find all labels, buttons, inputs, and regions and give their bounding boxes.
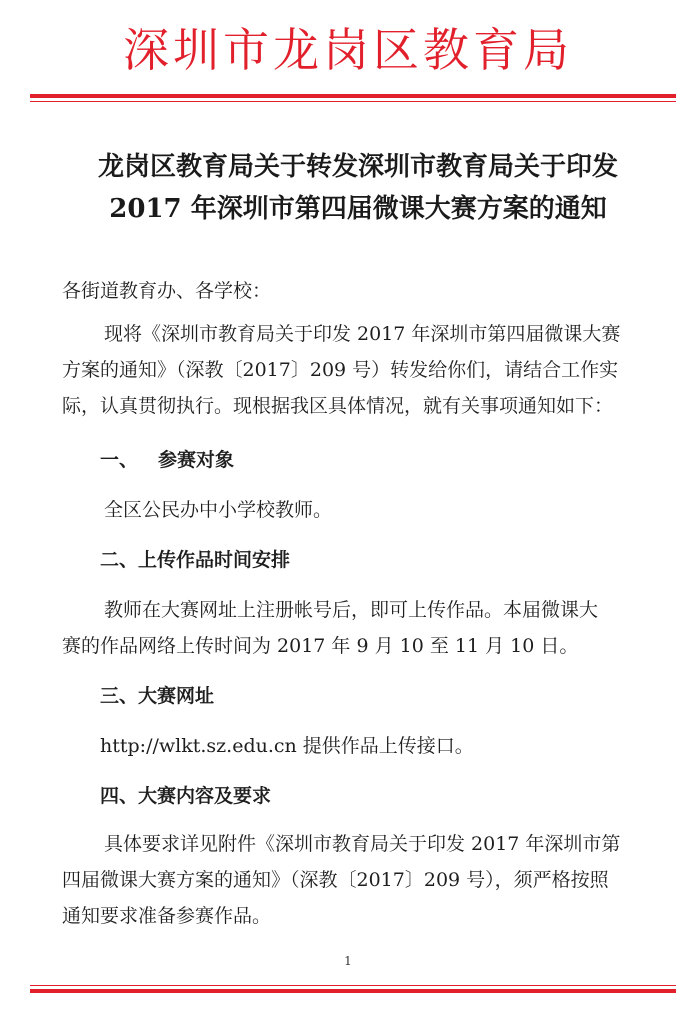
section-title-2: 上传作品时间安排 — [138, 549, 291, 571]
section-2-line-1: 教师在大赛网址上注册帐号后，即可上传作品。本届微课大 — [104, 599, 599, 621]
section-4-line-3: 通知要求准备参赛作品。 — [62, 905, 272, 927]
section-body-1: 全区公民办中小学校教师。 — [104, 499, 333, 521]
document-title-line-2: 2017 年深圳市第四届微课大赛方案的通知 — [109, 194, 607, 224]
section-title-3: 大赛网址 — [138, 685, 215, 707]
section-heading-4 — [100, 782, 271, 810]
section-title-1: 参赛对象 — [158, 449, 235, 471]
section-2-line-2: 赛的作品网络上传时间为 2017 年 9 月 10 至 11 月 10 日。 — [62, 635, 579, 657]
page-number: 1 — [344, 954, 352, 968]
section-body-2 — [62, 592, 672, 664]
intro-line-2: 方案的通知》（深教〔2017〕209 号）转发给你们，请结合工作实 — [62, 359, 619, 381]
footer-red-rule-thin — [30, 985, 676, 986]
document-title-line-1: 龙岗区教育局关于转发深圳市教育局关于印发 — [97, 152, 618, 182]
header-red-rule-thick — [30, 94, 676, 98]
section-body-3: http://wlkt.sz.edu.cn 提供作品上传接口。 — [100, 735, 474, 757]
section-heading-3 — [100, 682, 214, 710]
document-title — [40, 146, 676, 230]
intro-line-1: 现将《深圳市教育局关于印发 2017 年深圳市第四届微课大赛 — [104, 323, 621, 345]
section-body-4 — [62, 826, 672, 934]
section-heading-1 — [100, 446, 234, 474]
issuing-authority-header: 深圳市龙岗区教育局 — [123, 23, 573, 77]
section-4-line-1: 具体要求详见附件《深圳市教育局关于印发 2017 年深圳市第 — [104, 833, 621, 855]
section-title-4: 大赛内容及要求 — [138, 785, 272, 807]
header-red-rule-thin — [30, 101, 676, 102]
intro-paragraph — [62, 316, 672, 424]
section-number-1: 一、 — [100, 449, 139, 471]
section-number-4: 四、 — [100, 785, 139, 807]
salutation: 各街道教育办、各学校： — [62, 280, 272, 302]
section-number-2: 二、 — [100, 549, 139, 571]
section-heading-2 — [100, 546, 290, 574]
section-4-line-2: 四届微课大赛方案的通知》（深教〔2017〕209 号），须严格按照 — [62, 869, 609, 891]
intro-line-3: 际，认真贯彻执行。现根据我区具体情况，就有关事项通知如下： — [62, 395, 614, 417]
section-number-3: 三、 — [100, 685, 139, 707]
footer-red-rule-thick — [30, 989, 676, 993]
